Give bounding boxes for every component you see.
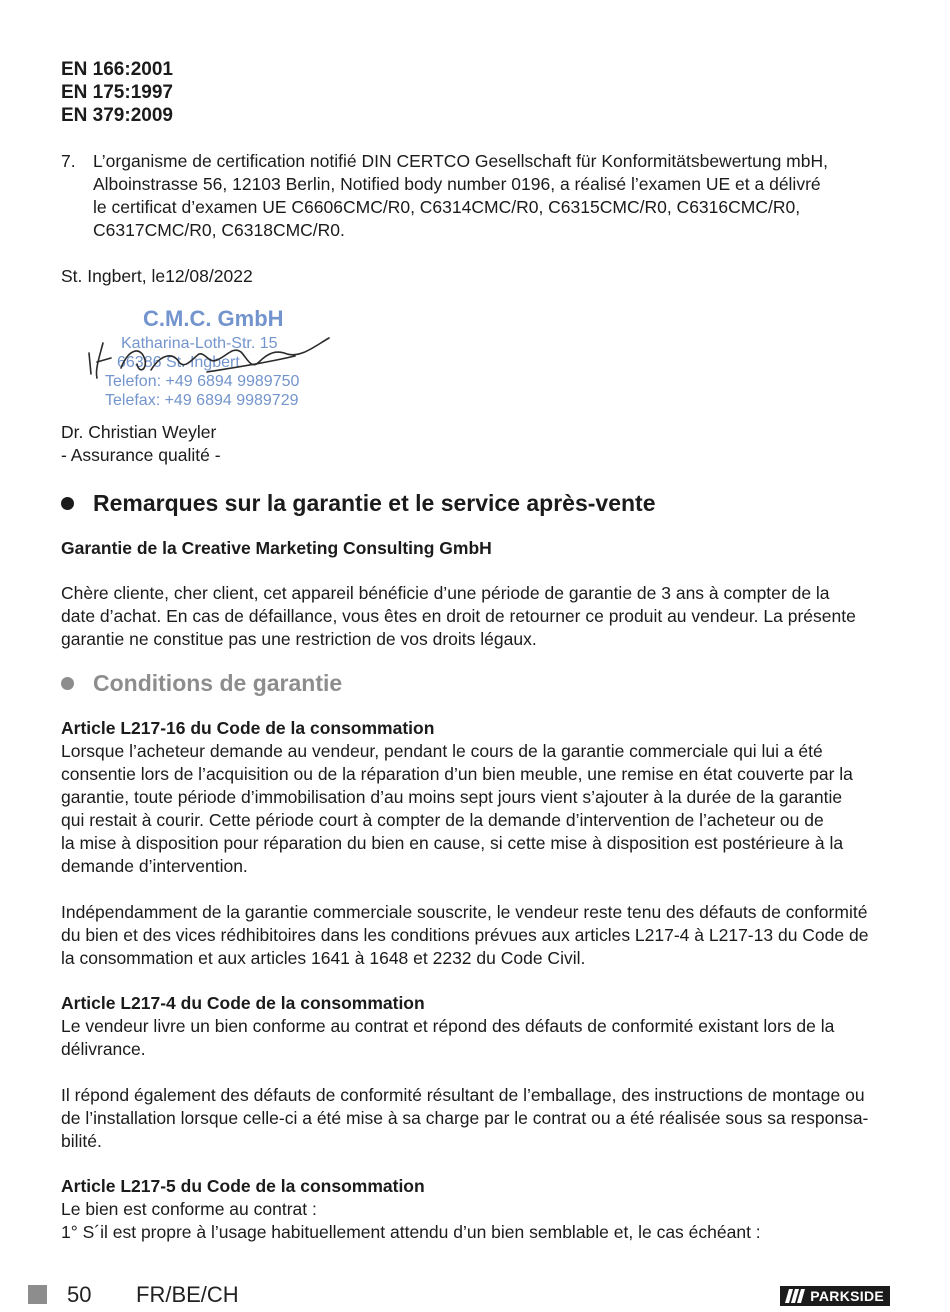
brand-name: PARKSIDE xyxy=(810,1288,884,1304)
company-stamp xyxy=(81,298,346,410)
paragraph-line: date d’achat. En cas de défaillance, vous êtes en droit de retourner ce produit au vendeur. La présente xyxy=(61,606,856,626)
stamp-city: 66386 St. Ingbert xyxy=(117,354,240,371)
paragraph-line: Le vendeur livre un bien conforme au contrat et répond des défauts de conformité existant lors de la xyxy=(61,1016,835,1036)
article-l217-4 xyxy=(61,992,896,1153)
item-7-line: L’organisme de certification notifié DIN CERTCO Gesellschaft für Konformitätsbewertung mbH, xyxy=(93,151,828,171)
stamp-company: C.M.C. GmbH xyxy=(143,306,284,331)
paragraph-line: délivrance. xyxy=(61,1039,146,1059)
paragraph-line: Lorsque l’acheteur demande au vendeur, pendant le cours de la garantie commerciale qui lui a été xyxy=(61,741,823,761)
paragraph-line: de l’installation lorsque celle-ci a été mise à sa charge par le contrat ou a été réalisée sous sa responsa- xyxy=(61,1108,869,1128)
stamp-phone: Telefon: +49 6894 9989750 xyxy=(105,373,300,390)
paragraph-line: Il répond également des défauts de conformité résultant de l’emballage, des instructions de montage ou xyxy=(61,1085,865,1105)
paragraph-line: la consommation et aux articles 1641 à 1648 et 2232 du Code Civil. xyxy=(61,948,586,968)
paragraph-line: demande d’intervention. xyxy=(61,856,248,876)
conditions-heading xyxy=(61,669,896,697)
page-marker-icon xyxy=(28,1285,47,1304)
bullet-icon xyxy=(61,677,74,690)
sign-place-date: St. Ingbert, le12/08/2022 xyxy=(61,266,253,286)
standard-item: EN 175:1997 xyxy=(61,82,173,103)
paragraph-line: la mise à disposition pour réparation du bien en cause, si cette mise à disposition est postérieure à la xyxy=(61,833,844,853)
page-number: 50 xyxy=(67,1282,92,1307)
article-l217-5 xyxy=(61,1175,896,1244)
independent-paragraph xyxy=(61,901,896,970)
conditions-heading-text: Conditions de garantie xyxy=(93,670,343,696)
paragraph-line: consentie lors de l’acquisition ou de la réparation d’un bien meuble, une remise en état couverte par la xyxy=(61,764,853,784)
paragraph-line: 1° S´il est propre à l’usage habituellement attendu d’un bien semblable et, le cas échéant : xyxy=(61,1222,761,1242)
standard-item: EN 166:2001 xyxy=(61,59,173,80)
article-title: Article L217-5 du Code de la consommation xyxy=(61,1176,425,1196)
warranty-text xyxy=(61,582,896,651)
article-title: Article L217-4 du Code de la consommation xyxy=(61,993,425,1013)
document-page xyxy=(61,58,896,1244)
paragraph-line: garantie, toute période d’immobilisation d’au moins sept jours vient s’ajouter à la durée de la garantie xyxy=(61,787,843,807)
signer-role: - Assurance qualité - xyxy=(61,445,221,465)
paragraph-line: qui restait à courir. Cette période court à compter de la demande d’intervention de l’acheteur ou de xyxy=(61,810,824,830)
paragraph-line: Chère cliente, cher client, cet appareil bénéficie d’une période de garantie de 3 ans à compter de la xyxy=(61,583,830,603)
parkside-logo xyxy=(780,1286,890,1306)
warranty-heading xyxy=(61,489,896,517)
bullet-icon xyxy=(61,497,74,510)
item-number: 7. xyxy=(61,151,76,171)
item-7-line: le certificat d’examen UE C6606CMC/R0, C6314CMC/R0, C6315CMC/R0, C6316CMC/R0, xyxy=(93,197,801,217)
page-footer xyxy=(28,1284,890,1310)
standard-item: EN 379:2009 xyxy=(61,105,173,126)
paragraph-line: du bien et des vices rédhibitoires dans les conditions prévues aux articles L217-4 à L217-13 du Code de xyxy=(61,925,869,945)
item-7-line: C6317CMC/R0, C6318CMC/R0. xyxy=(93,220,345,240)
logo-stripes-icon xyxy=(785,1289,805,1303)
standards-list xyxy=(61,58,896,127)
stamp-fax: Telefax: +49 6894 9989729 xyxy=(105,392,299,409)
signer-name: Dr. Christian Weyler xyxy=(61,422,217,442)
article-l217-16 xyxy=(61,717,896,878)
paragraph-line: garantie ne constitue pas une restriction de vos droits légaux. xyxy=(61,629,537,649)
language-code: FR/BE/CH xyxy=(136,1282,239,1307)
item-7-line: Alboinstrasse 56, 12103 Berlin, Notified body number 0196, a réalisé l’examen UE et a délivré xyxy=(93,174,821,194)
paragraph-line: bilité. xyxy=(61,1131,102,1151)
item-7 xyxy=(61,150,896,242)
paragraph-line: Le bien est conforme au contrat : xyxy=(61,1199,317,1219)
article-title: Article L217-16 du Code de la consommation xyxy=(61,718,435,738)
stamp-signature-image xyxy=(81,298,346,410)
stamp-street: Katharina-Loth-Str. 15 xyxy=(121,335,278,352)
warranty-heading-text: Remarques sur la garantie et le service après-vente xyxy=(93,490,656,516)
warranty-subheading: Garantie de la Creative Marketing Consulting GmbH xyxy=(61,538,492,558)
paragraph-line: Indépendamment de la garantie commerciale souscrite, le vendeur reste tenu des défauts de conformité xyxy=(61,902,868,922)
